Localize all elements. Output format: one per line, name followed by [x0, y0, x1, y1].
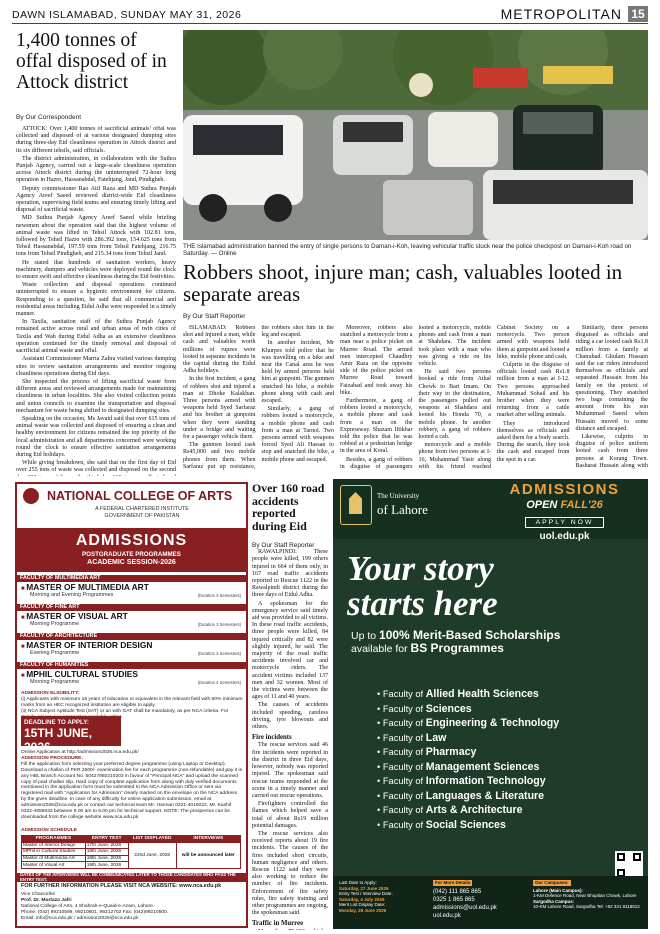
merit-highlight: 100% Merit-Based Scholarships — [379, 628, 561, 642]
procedure-title: ADMISSION PROCEDURE: — [21, 755, 83, 761]
nca-bottom-note: DATES OF THE INTERVIEWS WILL BE COMMUNICATED LATER TO THOSE CANDIDATES WHO PASS THE ENTRY TEST. — [17, 873, 246, 882]
schedule-cell: Master of Visual Art — [22, 862, 86, 869]
faculty-item — [377, 774, 647, 789]
nca-procedure — [21, 750, 243, 821]
faculty-item — [377, 702, 647, 717]
eligibility-item: (ii) NCA Subject Aptitude Test (SAT) or an with GAT shall be mandatory, as per NCA criteria. For — [21, 708, 229, 714]
paragraph: Furthermore, a gang of robbers looted a motorcycle, a mobile phone and cash from a man on the Expressway. Shazam Iftikhar told the police that he was robbed at a pedestrian bridge in the area of Koral. — [340, 398, 413, 455]
programme-mode: Morning Programme — [30, 679, 80, 685]
paragraph: Similarly, a gang of robbers looted a motorcycle, a mobile phone and cash from a man at Tarnol. Two persons armed with weapons forced Syed Ali Hassan to stop and snatched the bike, a mobile phone and escaped. — [261, 406, 334, 463]
paragraph: He said two persons booked a ride from Athal Chowk to Bari Imam. On their way to the destination, the passengers pulled out weapons at Shahdara and looted his Honda 70, a mobile phone. In another robbery, a gang of robbers looted a cab. — [418, 369, 491, 441]
nca-subtitle-1: A FEDERAL CHARTERED INSTITUTE — [95, 506, 189, 512]
faculty-prefix: Faculty of — [382, 761, 424, 772]
contact-email: Email: info@nca.edu.pk / admission2026@nca.edu.pk — [21, 915, 139, 921]
nca-info-line: FOR FURTHER INFORMATION PLEASE VISIT NCA WEBSITE: www.nca.edu.pk — [21, 883, 222, 889]
paragraph — [252, 929, 328, 930]
contact-label: Vice Chancellor — [21, 892, 56, 897]
details-mobile[interactable]: 0325 1 865 865 — [433, 896, 475, 903]
paragraph: ATTOCK: Over 1,400 tonnes of sacrificial animals’ offal was collected and disposed of at various designated dumping sites during three-day Eid cleanliness operation in Attock district and its six different tehsils, said officials. — [16, 126, 176, 154]
nca-faculty-0: FACULTY OF MULTIMEDIA ART — [17, 575, 246, 582]
paragraph: Firefighters controlled the flames which helped save a total of about Rs19 million potential damages. — [252, 801, 328, 829]
story2-headline: Robbers shoot, injure man; cash, valuables looted in separate areas — [183, 260, 623, 306]
nca-title: NATIONAL COLLEGE OF ARTS — [47, 489, 233, 503]
uol-name — [377, 487, 428, 517]
campus-name: Lahore (Main Campus): — [533, 887, 584, 893]
table-row — [22, 842, 241, 849]
date-value: Saturday, 27 June 2026 — [339, 885, 389, 891]
story3-subhead: Fire incidents — [252, 734, 292, 742]
paragraph: The causes of accidents included speeding, careless driving, tyre blowouts and others. — [252, 702, 328, 731]
online-application-link[interactable]: Online Application at http://admission2026.nca.edu.pk/ — [21, 750, 139, 755]
uol-details — [433, 880, 528, 920]
eligibility-title: ADMISSION ELIGIBILITY: — [21, 691, 80, 696]
merit-text: Up to — [351, 630, 377, 642]
paragraph: Assistant Commissioner Marria Zahra visited various dumping sites to review sanitation arrangements and monitor ongoing cleanliness operations during Eid days. — [16, 356, 176, 377]
programme-mode: Morning Programme — [30, 621, 80, 627]
eligibility-item: (i) Applicants with minimum 16 years of education or equivalent in the relevant field with 60% minimum marks from an HEC recognized institution are eligible to apply. — [21, 696, 243, 708]
uol-logo-icon — [340, 485, 372, 525]
contact-address: National College of Arts, 4 Shahrah-e-Quaid-e-Azam, Lahore. — [21, 903, 155, 909]
page-header — [12, 6, 648, 24]
nca-faculty-2: FACULTY OF ARCHITECTURE — [17, 633, 246, 640]
uol-campuses — [533, 880, 645, 910]
schedule-table — [21, 835, 241, 869]
story1-headline: 1,400 tonnes of offal disposed of in Attock district — [16, 30, 167, 93]
nca-admissions-sub2: ACADEMIC SESSION-2026 — [87, 559, 176, 566]
qr-code-icon — [615, 851, 643, 879]
date-label: Merit List Display Date: — [339, 902, 386, 908]
faculty-prefix: Faculty of — [382, 819, 424, 830]
faculty-prefix: Faculty of — [382, 776, 424, 786]
uol-name-2: of Lahore — [377, 502, 428, 517]
faculty-name: Management Sciences — [425, 760, 540, 773]
campus-name: Sargodha Campus: — [533, 898, 575, 904]
paragraph: Moreover, robbers also snatched a motorcycle from a man near a police picket on Murree Road. The armed men intercepted Chaudhry Amir Raza on the opposite side of the police picket on Murree Road toward Faizabad and took away his bike. — [340, 325, 413, 396]
nca-programme-2 — [21, 640, 243, 656]
uol-term: FALL'26 — [560, 499, 603, 511]
nca-subtitle — [47, 506, 237, 520]
nca-subtitle-2: GOVERNMENT OF PAKISTAN — [104, 513, 180, 519]
paragraph: MD Suthra Punjab Agency Areef Saeed while briefing newsmen about the operation said that the highest volume of animal waste was lifted in Tehsil Attock with 102.81 tons, followed by Tehsil Hazro with 286.392 tons, 154.625 tons from Tehsil Hassanabdal, 197.59 tons from Tehsil Fatehjang, 216.75 tons from Tehsil Pindigheb, and 215.34 tons from Tehsil Jand. — [16, 215, 176, 258]
faculty-prefix: Faculty of — [382, 689, 424, 699]
faculty-item — [377, 731, 647, 746]
details-website[interactable]: uol.edu.pk — [433, 912, 461, 919]
programme-name: ■ MASTER OF MULTIMEDIA ART — [21, 582, 243, 592]
photo-caption: THE Islamabad administration banned the entry of single persons to Daman-i-Koh, leaving vehicular traffic stuck near the police checkpost on Daman-i-Koh road on Saturday. — Online — [183, 243, 632, 257]
paragraph: A spokesman for the emergency service said timely aid was provided to all victims. In these road traffic accidents, three people were killed, 84 injured critically and 82 were slightly injured, he said. The majority of the road traffic accidents involved car and motorcycle riders. The accident victims included 137 men and 32 women. Most of the victims were between the ages of 11 and 40 years. — [252, 600, 328, 701]
paragraph: Culprits in the disguise of officials looted cash Rs1.8 million from a man at I-12. Two persons approached Muhammad Sohail and his brother when they were returning from a cattle market after selling animals. — [497, 362, 570, 419]
faculty-name: Arts & Architecture — [425, 804, 523, 816]
nca-faculty-3: FACULTY OF HUMANITIES — [17, 662, 246, 669]
story3-headline: Over 160 road accidents reported during Eid — [252, 481, 325, 533]
uol-dates — [339, 880, 429, 914]
nca-faculty-1: FACULTY OF FINE ART — [17, 604, 246, 611]
nca-contact — [21, 892, 243, 922]
faculty-name: Social Sciences — [425, 818, 506, 831]
paragraph: In the first incident, a gang of robbers shot and injured a man at Dhoke Kalakhan. Three persons armed with weapons held Syed Sarfaraz and his brother at gunpoint when they were standing under a bridge and waiting for a passenger vehicle there. — [183, 376, 256, 441]
paragraph: The gunmen looted cash Rs45,000 and two mobile phones from them. When Sarfaraz put up resistance, the robbers shot him in the leg and escaped. — [183, 325, 334, 470]
faculty-name: Sciences — [425, 702, 472, 715]
schedule-cell: Master of Multimedia Art — [22, 855, 86, 862]
faculty-name: Pharmacy — [425, 746, 477, 758]
faculty-name: Information Technology — [425, 775, 546, 787]
faculty-prefix: Faculty of — [382, 732, 424, 743]
uol-admissions: ADMISSIONS — [509, 481, 620, 498]
schedule-cell: 18th June, 2026 — [85, 849, 128, 856]
uol-open: OPEN — [526, 499, 558, 511]
deadline-label: DEADLINE TO APPLY: — [24, 719, 89, 726]
paragraph: She inspected the process of lifting sacrificial waste from different areas and reviewed arrangements made for maintaining cleanliness in urban localities. She also visited collection points and union councils to examine the transportation and disposal mechanism for waste being shifted to designated dumping sites. — [16, 378, 176, 414]
faculty-prefix: Faculty of — [382, 747, 424, 757]
faculty-item — [377, 803, 647, 818]
nca-admissions-banner — [17, 528, 246, 572]
deadline-date: 15TH JUNE, 2026 — [24, 726, 93, 754]
details-email[interactable]: admissions@uol.edu.pk — [433, 904, 497, 911]
details-phone[interactable]: (042) 111 865 865 — [433, 888, 482, 895]
paragraph: Besides, a gang of robbers in disguise of passengers looted a motorcycle, mobile phones and cash from a man at Shahdara. The incident took place with a man who was giving a ride on his vehicle. — [340, 325, 491, 470]
paragraph: Likewise, culprits in disguise of police uniform looted cash from three persons at Korang Town. Basharat Hussain along with — [575, 434, 648, 469]
story3-body — [252, 542, 328, 930]
nca-programme-1 — [21, 611, 243, 627]
programme-duration: (Duration 3 Semesters) — [197, 593, 241, 598]
uol-headline — [347, 551, 498, 621]
schedule-cell: 19th June, 2026 — [85, 862, 128, 869]
faculty-item — [377, 745, 647, 760]
schedule-header: INTERVIEWS — [176, 836, 240, 843]
campus-title: Our Campuses: — [535, 880, 569, 885]
campus-address: 1-KM Defence Road, Near Bhuptian Chowk, Lahore — [533, 893, 637, 899]
news-photo — [183, 30, 648, 240]
schedule-cell: MPhil in Cultural Studies — [22, 849, 86, 856]
nca-advertisement — [15, 482, 248, 928]
faculty-prefix: Faculty of — [382, 703, 424, 714]
uol-name-1: The University — [377, 492, 420, 500]
schedule-cell: 18th June, 2026 — [85, 855, 128, 862]
story3-byline: By Our Staff Reporter — [252, 542, 315, 549]
merit-highlight: BS Programmes — [410, 641, 504, 655]
uol-footer — [333, 876, 648, 929]
schedule-interviews: will be announced later — [176, 842, 240, 868]
date-value: Saturday, 4 July 2026 — [339, 896, 385, 902]
campus-address: 10-KM Lahore Road, Sargodha Tel: +92 331 8118912 — [533, 904, 640, 910]
programme-duration: (Duration 4 Semesters) — [197, 680, 241, 685]
uol-headline-2: starts here — [347, 584, 498, 623]
faculty-item — [377, 760, 647, 775]
paragraph: In another incident, Mr Khurpes told police that he was travelling on a bike and near the Canal area he was held by armed persons held him at gunpoint. The gunmen snatched his bike, a mobile phone along with cash and escaped. — [261, 340, 334, 405]
faculty-name: Engineering & Technology — [425, 717, 560, 729]
dateline: DAWN ISLAMABAD, SUNDAY MAY 31, 2026 — [12, 9, 242, 21]
paragraph: The rescue services also received reports about 19 fire incidents. The causes of the fires included short circuits, human negligence and others. Rescue 1122 said they were also working to reduce the number of fire incidents. Enforcement of fire safety rules, fire safety training and other programmes are ongoing, the spokesman said. — [252, 830, 328, 917]
paragraph: The rescue services said 46 fire incidents were reported in the district in three Eid days, however, nobody was reported injured. The spokesman said rescue teams responded at the scene in a timely manner and carried out rescue operations. — [252, 742, 328, 799]
uol-header — [333, 479, 648, 542]
story1-byline: By Our Correspondent — [16, 114, 82, 121]
paragraph: In Taxila, sanitation staff of the Suthra Punjab Agency remained active across rural and urban areas of twin cities of Taxila and Wah during Eidul Adha as an extensive cleanliness operation continued for the timely removal and disposal of sacrificial animal waste and offal. — [16, 319, 176, 355]
paragraph: ISLAMABAD: Robbers shot and injured a man, while cash and valuables worth millions of rupees were looted in separate incidents in the capital during the Eidul Adha holidays. — [183, 325, 256, 375]
programme-name: ■ MPHIL CULTURAL STUDIES — [21, 669, 243, 679]
uol-advertisement — [333, 479, 648, 929]
date-label: Last Date to Apply: — [339, 880, 377, 885]
nca-programme-0 — [21, 582, 243, 598]
faculty-prefix: Faculty of — [382, 718, 424, 728]
paragraph: While giving breakdown, she said that on the first day of Eid over 255 tons of waste was collected and disposed on the second — [16, 460, 176, 474]
uol-scholarship — [351, 629, 560, 655]
contact-phone: Phone: (042) 99210599, 99210601, 99212702 Fax: (042)99210500. — [21, 909, 169, 915]
page-number: 15 — [628, 6, 648, 22]
nca-admissions-sub1: POSTGRADUATE PROGRAMMES — [82, 551, 181, 558]
programme-name: ■ MASTER OF VISUAL ART — [21, 611, 243, 621]
uol-open-term — [481, 499, 648, 511]
uol-url[interactable]: uol.edu.pk — [539, 531, 590, 542]
paragraph: Deputy commissioner Rao Atif Raza and MD Suthra Punjab Agency Areef Saeed reviewed district-wide Eid cleanliness operation, supervising field teams and ensuring timely lifting and disposal of sacrificial waste. — [16, 185, 176, 214]
paragraph: RAWALPINDI: These people were killed, 199 others injured in 664 of them only, in 167 road traffic accidents reported to Rescue 1122 in the Rawalpindi district during the three days of Eidul Adha. — [252, 549, 328, 599]
schedule-title: ADMISSION SCHEDULE — [21, 828, 77, 833]
programme-mode: Morning and Evening Programmes — [30, 592, 114, 598]
schedule-header: LIST DISPLAYED — [128, 836, 176, 843]
story2-byline: By Our Staff Reporter — [183, 313, 246, 320]
paragraph: motorcycle and a mobile phone from two persons at I-16, Muhammad Yasir along with his friend reached Cabinet Society on a motorcycle. Two person armed with weapons held them at gunpoint and looted a bike, mobile phone and cash. — [418, 325, 570, 470]
procedure-text: Fill the application form selecting your preferred degree programme (using Laptop or Desktop). Download a challan of PKR 2500/- examination fee for each programme (non-refundable) and pay it in any HBL Branch Account No. 50427992210203 in favour of "Principal NCA" and upload the scanned copy of paid challan slip. Hard copy of complete application form along with duly verified documents mentioned in the application form must be submitted to the NCA Admission Office or sent via registered mail with "Application for Admission" clearly marked on the envelope on the NCA address by the given deadline. In case of any difficulty for online application submission, email at admission2026@nca.edu.pk or contact our technical team Mr. Harman 0321-4016022, Mr. Kashif 0322-4956932 between 9.00 am to 6.00 pm for technical support. NOTE: The prospectus can be downloaded from the college website www.nca.edu.pk — [21, 761, 243, 820]
faculty-item — [377, 716, 647, 731]
section-title: METROPOLITAN — [500, 6, 622, 22]
details-title: For More Details — [435, 880, 471, 885]
story2-body — [183, 325, 648, 475]
schedule-cell: 17th June, 2026 — [85, 842, 128, 849]
schedule-list-date: 22nd June, 2026 — [128, 842, 176, 868]
programme-name: ■ MASTER OF INTERIOR DESIGN — [21, 640, 243, 650]
faculty-item — [377, 818, 647, 833]
contact-name: Prof. Dr. Murtaza Jafri — [21, 897, 72, 903]
date-label: Entry Test / Interview Date: — [339, 891, 393, 897]
paragraph: Speaking on the occasion, Ms Javaid said that over 615 tons of animal waste was collected and disposed of ensuring a clean and healthy environment for citizens remained the top priority of the local administration and all departments concerned were working round the clock to ensure effective sanitation arrangements during Eid holidays. — [16, 415, 176, 458]
uol-headline-1: Your story — [347, 549, 494, 588]
faculty-prefix: Faculty of — [382, 790, 424, 801]
programme-duration: (Duration 3 Semesters) — [197, 651, 241, 656]
paragraph: Similarly, three persons disguised as officials and riding a car looted cash Rs1.8 million from a family at Chatrabad. Ghulam Hussain said the car riders introduced themselves as officials and separated Hussain from his family on the pretext of questioning. They snatched two bags containing the amount from his son Muhammad Saeed when Hussain moved to some distance and escaped. — [575, 325, 648, 432]
nca-admissions-title: ADMISSIONS — [75, 532, 188, 549]
paragraph: The district administration, in collaboration with the Suthra Punjab Agency, carried out a large-scale cleanliness operation across Attock district during the uninterrupted 72-hour long operation in Hazro, Hassanabdal, Fatehjang, Jand, Pindigheb. — [16, 155, 176, 184]
programme-mode: Evening Programme — [30, 650, 80, 656]
schedule-header: PROGRAMMES — [22, 836, 86, 843]
paragraph: They introduced themselves as officials and asked them for a body search. During the search, they took the cash and escaped from the spot in a car. — [497, 420, 570, 463]
paragraph: Waste collection and disposal operations continued uninterrupted to ensure a hygienic environment for citizens. Responding to a question, he said that all commercial and residential areas including Eidul Adha were responded in a timely manner. — [16, 282, 176, 318]
merit-text: available for — [351, 643, 408, 655]
faculty-item — [377, 789, 647, 804]
faculty-item — [377, 687, 647, 702]
photo-traffic-scene — [183, 30, 648, 240]
faculty-name: Allied Health Sciences — [425, 688, 539, 700]
faculty-name: Languages & Literature — [425, 789, 545, 802]
story3-subhead: Traffic in Murree — [252, 920, 304, 928]
nca-header — [17, 484, 246, 530]
programme-duration: (Duration 3 Semesters) — [197, 622, 241, 627]
uol-admissions-block — [481, 479, 648, 542]
nca-programme-3 — [21, 669, 243, 685]
schedule-cell: Master of Interior Design — [22, 842, 86, 849]
schedule-header: ENTRY TEST — [85, 836, 128, 843]
faculty-prefix: Faculty of — [382, 805, 424, 815]
uol-apply-button[interactable]: APPLY NOW — [525, 517, 605, 528]
paragraph: He stated that hundreds of sanitation workers, heavy machinery, dumpers and vehicles were deployed round the clock to ensure swift and effective cleanliness during the Eid festivities. — [16, 259, 176, 281]
story1-body — [16, 126, 176, 476]
faculty-name: Law — [425, 731, 447, 744]
uol-faculty-list — [377, 687, 647, 832]
date-value: Monday, 29 June 2026 — [339, 907, 387, 913]
